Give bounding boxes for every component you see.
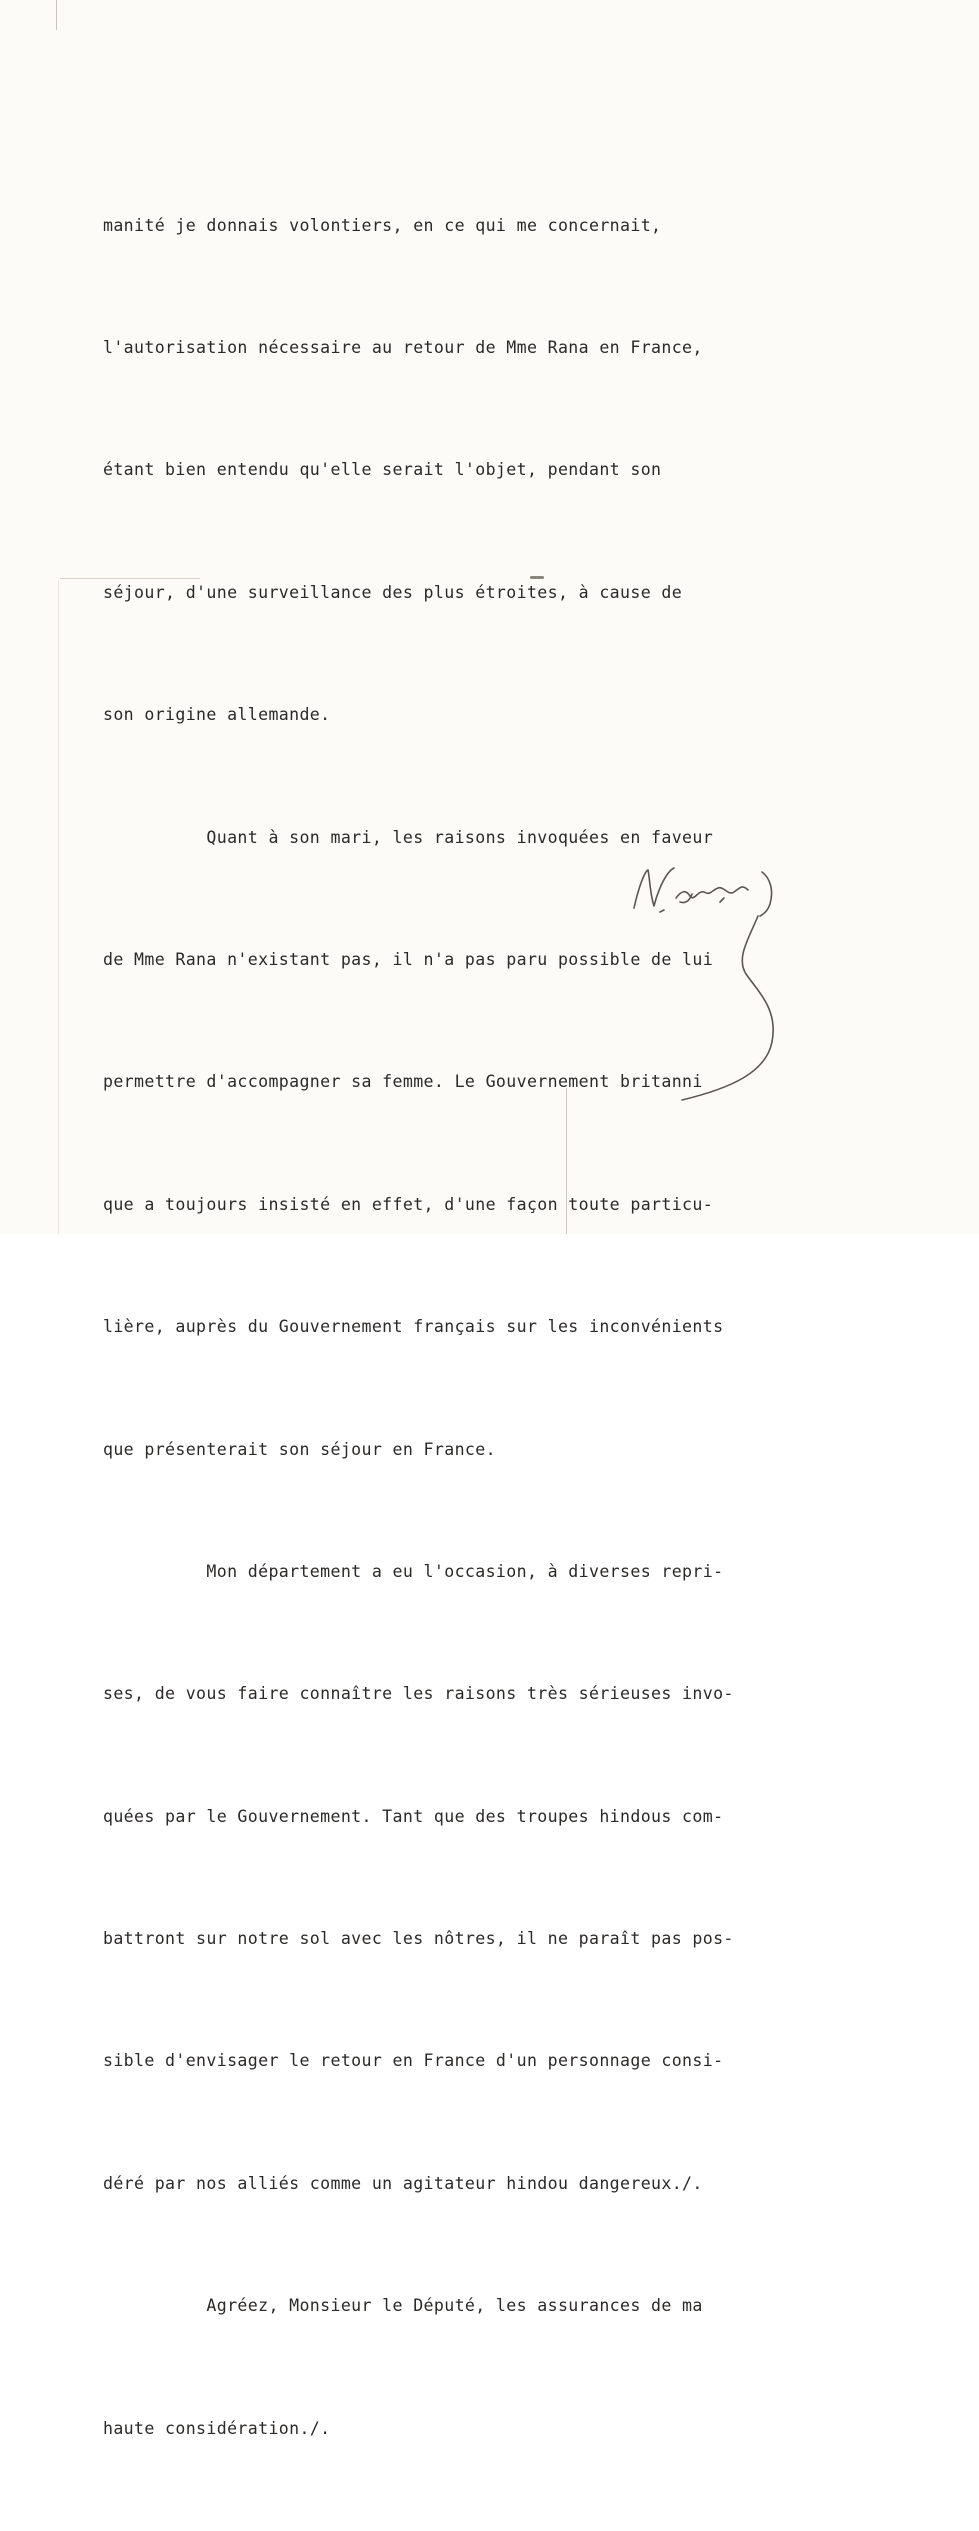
letter-line: Quant à son mari, les raisons invoquées en faveur: [103, 827, 714, 847]
letter-line: battront sur notre sol avec les nôtres, il ne paraît pas pos-: [103, 1929, 734, 1949]
letter-body: [103, 124, 863, 2531]
letter-line: Agréez, Monsieur le Député, les assurances de ma: [103, 2296, 703, 2316]
letter-line: sible d'envisager le retour en France d'un personnage consi-: [103, 2051, 724, 2071]
letter-line: permettre d'accompagner sa femme. Le Gouvernement britanni: [103, 1072, 703, 1092]
letter-line: déré par nos alliés comme un agitateur hindou dangereux./.: [103, 2173, 703, 2193]
letter-line: son origine allemande.: [103, 705, 331, 725]
letter-line: haute considération./.: [103, 2418, 331, 2438]
paper-fold-mark: [58, 580, 59, 1234]
signature-icon: [620, 850, 820, 1120]
letter-line: ses, de vous faire connaître les raisons très sérieuses invo-: [103, 1684, 734, 1704]
letter-line: lière, auprès du Gouvernement français sur les inconvénients: [103, 1317, 724, 1337]
letter-line: Mon département a eu l'occasion, à diverses repri-: [103, 1561, 724, 1581]
letter-line: que présenterait son séjour en France.: [103, 1439, 496, 1459]
letter-line: quées par le Gouvernement. Tant que des troupes hindous com-: [103, 1806, 724, 1826]
letter-line: séjour, d'une surveillance des plus étroites, à cause de: [103, 582, 683, 602]
paper-fold-mark: [56, 0, 57, 30]
letter-line: que a toujours insisté en effet, d'une façon toute particu-: [103, 1194, 714, 1214]
letter-line: manité je donnais volontiers, en ce qui me concernait,: [103, 215, 662, 235]
letter-line: étant bien entendu qu'elle serait l'objet, pendant son: [103, 460, 662, 480]
letter-line: l'autorisation nécessaire au retour de Mme Rana en France,: [103, 337, 703, 357]
letter-line: de Mme Rana n'existant pas, il n'a pas paru possible de lui: [103, 949, 714, 969]
